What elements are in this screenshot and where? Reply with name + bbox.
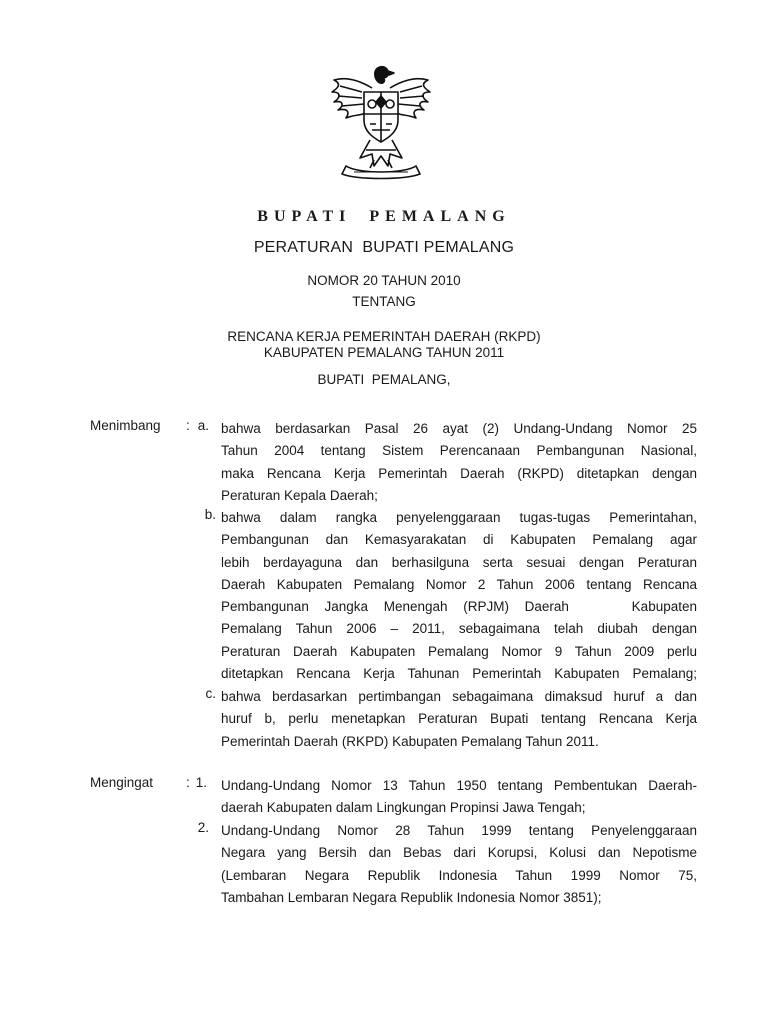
text-line: Tambahan Lembaran Negara Republik Indonesia Nomor 3851); <box>221 889 602 905</box>
regent-title-word: BUPATI <box>257 208 352 225</box>
subject-line: KABUPATEN PEMALANG TAHUN 2011 <box>263 345 505 360</box>
item-marker: b. <box>204 507 216 522</box>
text-line: ditetapkan Rencana Kerja Tahunan Pemerintah Kabupaten Pemalang; <box>221 666 697 682</box>
item-marker: a. <box>197 418 209 433</box>
about-heading: TENTANG <box>352 294 416 309</box>
text-line: (Lembaran Negara Republik Indonesia Tahun 1999 Nomor 75, <box>221 867 697 883</box>
text-line: Peraturan Kepala Daerah; <box>221 487 378 503</box>
text-line: maka Rencana Kerja Pemerintah Daerah (RKPD) ditetapkan dengan <box>221 465 697 481</box>
item-marker: 2. <box>197 820 209 835</box>
text-line: Undang-Undang Nomor 28 Tahun 1999 tentang Penyelenggaraan <box>221 823 697 838</box>
regent-title-word: PEMALANG <box>369 208 511 225</box>
garuda-emblem-icon <box>328 62 434 180</box>
text-line: Daerah Kabupaten Pemalang Nomor 2 Tahun 2006 tentang Rencana <box>221 576 697 592</box>
text-line: Negara yang Bersih dan Bebas dari Korupsi, Kolusi dan Nepotisme <box>221 845 697 861</box>
text-line: huruf b, perlu menetapkan Peraturan Bupati tentang Rencana Kerja <box>221 711 697 727</box>
item-marker: 1. <box>195 775 207 790</box>
text-line: Pembangunan Jangka Menengah (RPJM) Daerah Kabupaten <box>221 599 697 615</box>
section-colon: : <box>186 418 190 433</box>
text-line: Undang-Undang Nomor 13 Tahun 1950 tentang Pembentukan Daerah- <box>221 778 697 793</box>
section-label: Menimbang <box>90 418 161 433</box>
subject-line: RENCANA KERJA PEMERINTAH DAERAH (RKPD) <box>227 329 541 344</box>
section-label: Mengingat <box>90 775 154 790</box>
regulation-number: NOMOR 20 TAHUN 2010 <box>307 273 461 288</box>
text-line: bahwa dalam rangka penyelenggaraan tugas-tugas Pemerintahan, <box>221 510 697 525</box>
item-marker: c. <box>205 686 216 701</box>
text-line: Pemalang Tahun 2006 – 2011, sebagaimana telah diubah dengan <box>221 621 697 637</box>
text-line: Peraturan Daerah Kabupaten Pemalang Nomor 9 Tahun 2009 perlu <box>221 643 697 659</box>
text-line: bahwa berdasarkan Pasal 26 ayat (2) Undang-Undang Nomor 25 <box>221 421 697 436</box>
regulation-title: PERATURAN BUPATI PEMALANG <box>253 239 515 256</box>
text-line: Pembangunan dan Kemasyarakatan di Kabupaten Pemalang agar <box>221 532 697 548</box>
text-line: bahwa berdasarkan pertimbangan sebagaimana dimaksud huruf a dan <box>221 689 697 704</box>
issuer-line: BUPATI PEMALANG, <box>317 372 451 387</box>
text-line: Tahun 2004 tentang Sistem Perencanaan Pembangunan Nasional, <box>221 443 697 459</box>
text-line: Pemerintah Daerah (RKPD) Kabupaten Pemalang Tahun 2011. <box>221 733 599 749</box>
section-colon: : <box>186 775 190 790</box>
text-line: lebih berdayaguna dan berhasilguna serta sesuai dengan Peraturan <box>221 554 697 570</box>
text-line: daerah Kabupaten dalam Lingkungan Propinsi Jawa Tengah; <box>221 800 586 816</box>
regent-title <box>0 208 768 226</box>
